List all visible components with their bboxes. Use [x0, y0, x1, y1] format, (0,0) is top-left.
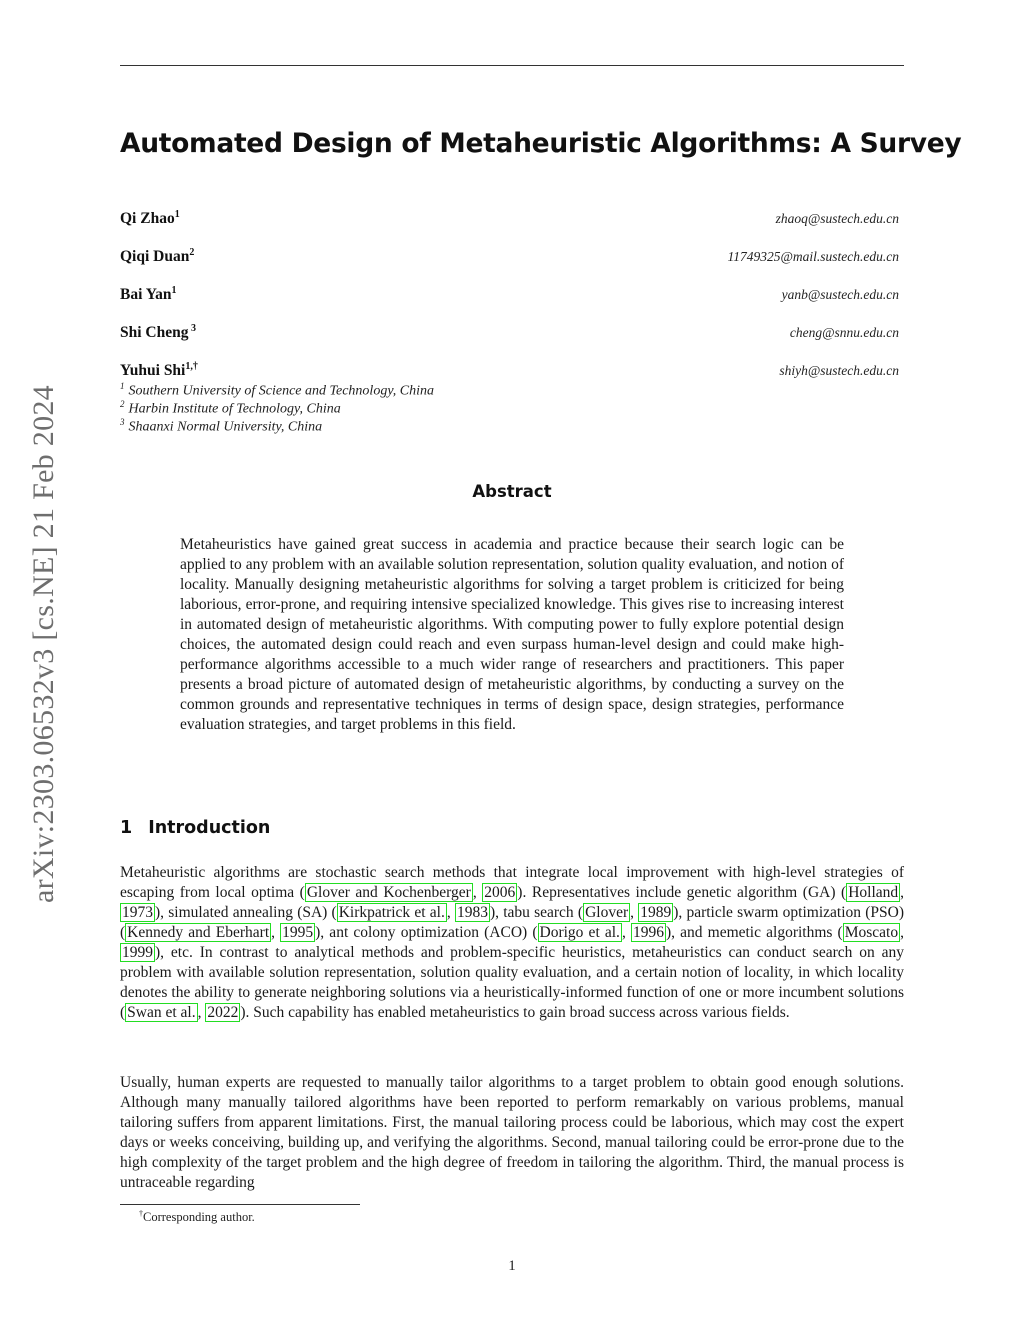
citation-link[interactable]: 1983	[456, 904, 488, 921]
arxiv-identifier-text: arXiv:2303.06532v3 [cs.NE] 21 Feb 2024	[27, 385, 60, 904]
citation-link[interactable]: 1999	[122, 944, 153, 961]
author-row	[120, 323, 904, 345]
affiliation: $^3$ Shaanxi Normal University, China	[120, 417, 323, 435]
citation-link[interactable]: Moscato	[844, 924, 899, 941]
citation-link[interactable]: 1989	[640, 904, 672, 921]
author-row	[120, 247, 904, 269]
citation-link[interactable]: 1973	[122, 904, 153, 921]
intro-paragraph-2: Usually, human experts are requested to manually tailor algorithms to a target problem to obtain good enough solutions. Although many manually tailored algorithms have been reported to perform remarkably on various problems, manual tailoring suffers from apparent limitations. First, the manual tailoring process could be laborious, which may cost the expert days or weeks conceiving, building up, and verifying the algorithms. Second, manual tailoring could be error-prone due to the high complexity of the target problem and the high degree of freedom in tailoring the algorithm. Third, the manual process is untraceable regarding	[120, 1074, 904, 1191]
citation-link[interactable]: Holland	[848, 884, 899, 901]
author-email: shiyh@sustech.edu.cn	[779, 363, 899, 378]
abstract-body: Metaheuristics have gained great success in academia and practice because their search logic can be applied to any problem with an available solution representation, solution quality evaluation, and notion of locality. Manually designing metaheuristic algorithms for solving a target problem is criticized for being laborious, error-prone, and requiring intensive specialized knowledge. This gives rise to increasing interest in automated design of metaheuristic algorithms. With computing power to fully explore potential design choices, the automated design could reach and even surpass human-level design and could make high-performance algorithms accessible to a much wider range of researchers and practitioners. This paper presents a broad picture of automated design of metaheuristic algorithms, by conducting a survey on the common grounds and representative techniques in terms of design space, design strategies, performance evaluation strategies, and target problems in this field.	[180, 536, 844, 733]
author-name: Bai Yan$^1$	[120, 285, 177, 304]
header-rule	[120, 65, 904, 66]
author-email: zhaoq@sustech.edu.cn	[775, 211, 899, 226]
citation-link[interactable]: 2022	[207, 1004, 239, 1021]
footnote-mark: †	[139, 1209, 143, 1218]
citation-link[interactable]: 1996	[632, 924, 664, 941]
author-row	[120, 285, 904, 307]
intro-paragraph-1: Metaheuristic algorithms are stochastic search methods that integrate local improvement with high-level strategies of escaping from local optima ( Glover and Kochenberger , 2006 ). Representatives include genetic algorithm (GA) ( Holland , 1973 ), simulated annealing (SA) ( Kirkpatrick et al. , 1983 ), tabu search ( Glover , 1989 ), particle swarm optimization (PSO) ( Kennedy and Eberhart , 1995 ), ant colony optimization (ACO) ( Dorigo et al. , 1996 ), and memetic algorithms ( Moscato , 1999 ), etc. In contrast to analytical methods and problem-specific heuristics, metaheuristics can conduct search on any problem with available solution representation, solution quality evaluation, and a certain notion of locality, in which locality denotes the ability to generate neighboring solutions via a heuristically-informed function of one or more incumbent solutions ( Swan et al. , 2022 ). Such capability has enabled metaheuristics to gain broad success across various fields.	[120, 864, 905, 1021]
section-heading	[120, 818, 270, 838]
affiliation: $^1$ Southern University of Science and Technology, China	[120, 381, 434, 399]
citation-link[interactable]: Dorigo et al.	[539, 924, 620, 941]
author-name: Yuhui Shi$^{1,\dagger}$	[120, 361, 198, 380]
author-name: Qi Zhao$^1$	[120, 209, 180, 228]
section-title: Introduction	[148, 818, 271, 838]
affiliation: $^2$ Harbin Institute of Technology, China	[120, 399, 341, 417]
page-number: 1	[508, 1258, 516, 1274]
author-email: yanb@sustech.edu.cn	[781, 287, 899, 302]
author-name: Shi Cheng $^3$	[120, 323, 196, 342]
author-row	[120, 209, 904, 231]
author-email: 11749325@mail.sustech.edu.cn	[727, 249, 899, 264]
abstract-heading: Abstract	[472, 482, 552, 501]
author-name: Qiqi Duan$^2$	[120, 247, 195, 266]
footnote-rule	[120, 1204, 360, 1205]
citation-link[interactable]: Swan et al.	[127, 1004, 196, 1021]
section-number: 1	[120, 818, 133, 838]
citation-link[interactable]: Kirkpatrick et al.	[338, 904, 445, 921]
citation-link[interactable]: 1995	[282, 924, 314, 941]
paper-title: Automated Design of Metaheuristic Algorithms: A Survey	[120, 128, 962, 159]
citation-link[interactable]: Glover and Kochenberger	[306, 884, 471, 901]
citation-link[interactable]: Glover	[585, 904, 629, 921]
footnote: †Corresponding author.	[139, 1209, 255, 1225]
citation-link[interactable]: 2006	[484, 884, 516, 901]
author-email: cheng@snnu.edu.cn	[789, 325, 899, 340]
citation-link[interactable]: Kennedy and Eberhart	[127, 924, 270, 941]
author-row	[120, 361, 904, 383]
